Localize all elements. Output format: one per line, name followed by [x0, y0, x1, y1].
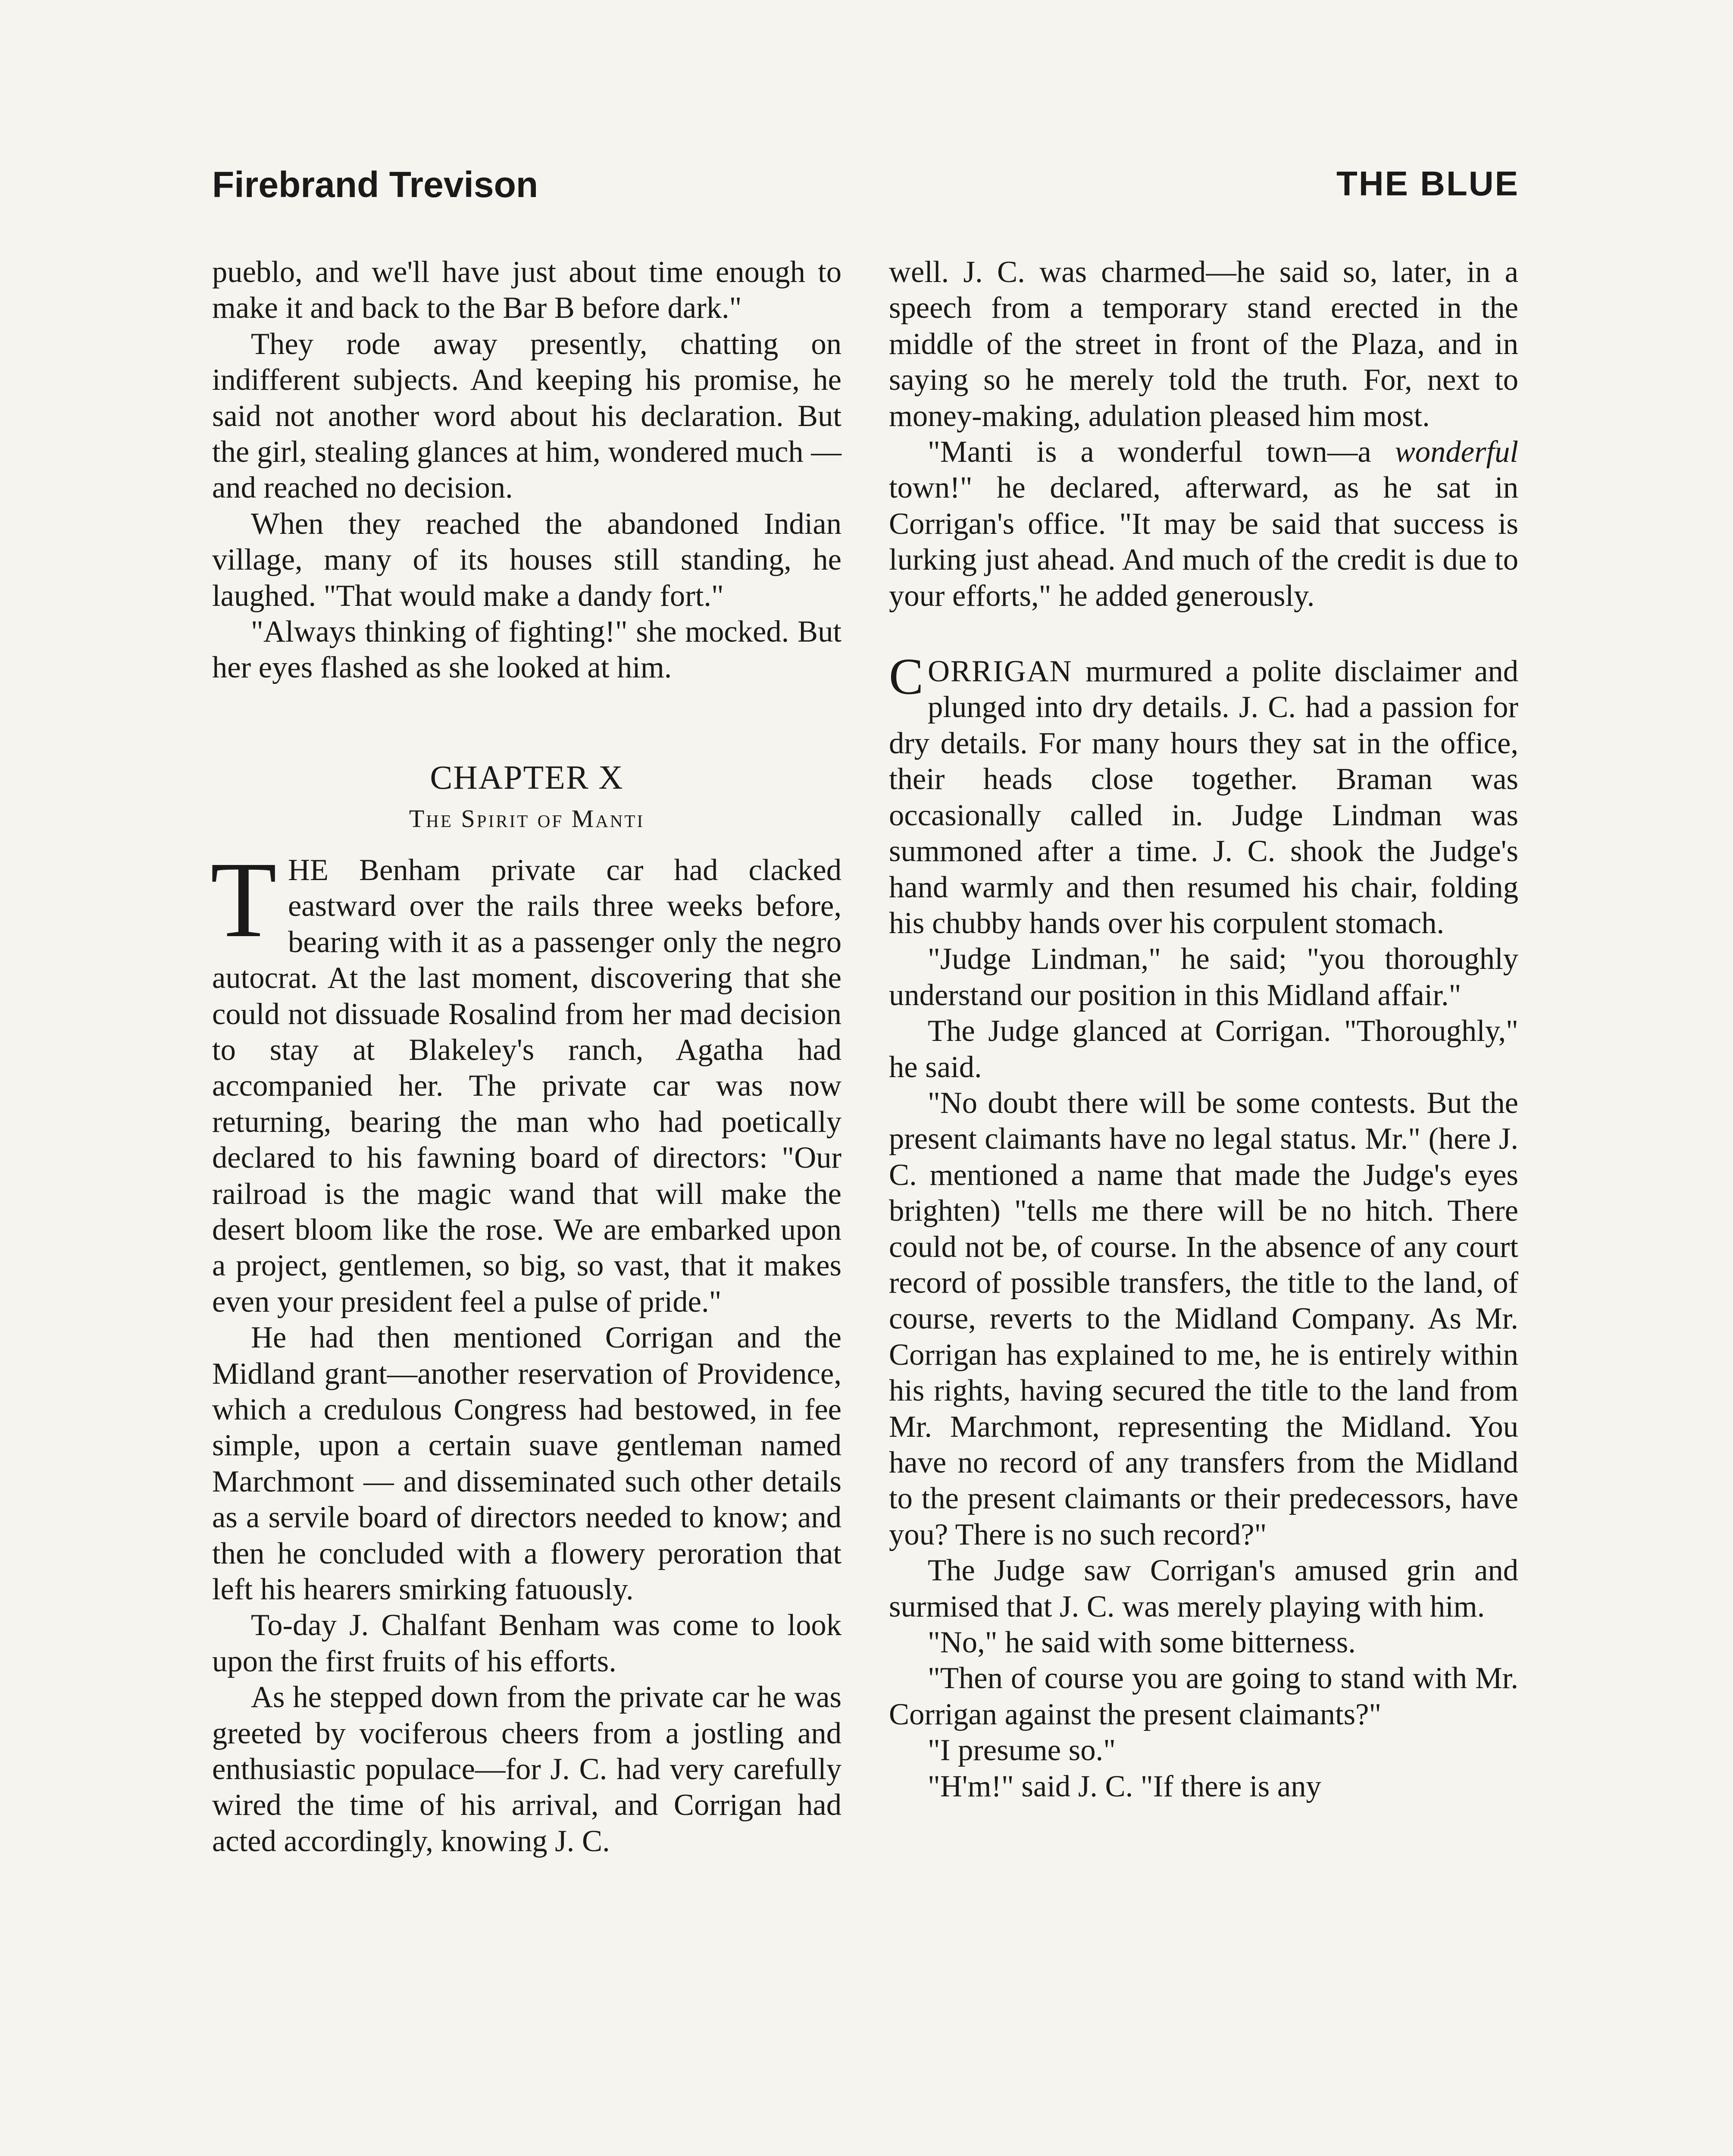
header-magazine-title: THE BLUE	[1336, 164, 1519, 203]
paragraph: "No doubt there will be some contests. But the present claimants have no legal status. Mr." (here J. C. mentioned a name that made the Judge's eyes brighten) "tells me there will be no hitch. There could not be, of course. In the absence of any court record of possible transfers, the title to the land, of course, reverts to the Midland Company. As Mr. Corrigan has explained to me, he is entirely within his rights, having secured the title to the land from Mr. Marchmont, representing the Midland. You have no record of any transfers from the Midland to the present claimants or their predecessors, have you? There is no such record?"	[889, 1086, 1518, 1551]
paragraph: To-day J. Chalfant Benham was come to look upon the first fruits of his efforts.	[212, 1608, 841, 1678]
right-column	[889, 254, 1518, 1805]
paragraph-text: HE Benham private car had clacked eastward over the rails three weeks before, bearing with it as a passenger only the negro autocrat. At the last moment, discovering that she could not dissuade Rosalind from her mad decision to stay at Blakeley's ranch, Agatha had accompanied her. The private car was now returning, bearing the man who had poetically declared to his fawning board of directors: "Our railroad is the magic wand that will make the desert bloom like the rose. We are embarked upon a project, gentlemen, so big, so vast, that it makes even your president feel a pulse of pride."	[212, 853, 841, 1319]
paragraph	[889, 434, 1518, 614]
chapter-subtitle: The Spirit of Manti	[409, 804, 645, 833]
emphasized-word: wonderful	[1395, 435, 1518, 469]
paragraph: The Judge saw Corrigan's amused grin and surmised that J. C. was merely playing with him.	[889, 1554, 1518, 1623]
paragraph-text: murmured a polite disclaimer and plunged into dry details. J. C. had a passion for dry details. For many hours they sat in the office, their heads close together. Braman was occasionally called in. Judge Lindman was summoned after a time. J. C. shook the Judge's hand warmly and then resumed his chair, folding his chubby hands over his corpulent stomach.	[889, 655, 1518, 940]
drop-cap: C	[889, 648, 924, 705]
small-caps-word: ORRIGAN	[928, 655, 1073, 689]
drop-cap: T	[210, 839, 277, 960]
section-break	[889, 614, 1518, 654]
paragraph: "H'm!" said J. C. "If there is any	[928, 1769, 1321, 1803]
paragraph: The Judge glanced at Corrigan. "Thoroughly," he said.	[889, 1014, 1518, 1084]
paragraph: He had then mentioned Corrigan and the Midland grant—another reservation of Providence, which a credulous Congress had bestowed, in fee simple, upon a certain suave gentleman named Marchmont — and disseminated such other details as a servile board of directors needed to know; and then he concluded with a flowery peroration that left his hearers smirking fatuously.	[212, 1321, 841, 1606]
left-column	[212, 254, 841, 1859]
paragraph: "I presume so."	[928, 1733, 1116, 1767]
header-story-title: Firebrand Trevison	[212, 164, 538, 205]
paragraph: "Always thinking of fighting!" she mocked. But her eyes flashed as she looked at him.	[212, 615, 841, 685]
chapter-title: CHAPTER X	[430, 758, 624, 796]
paragraph-text: town!" he declared, afterward, as he sat in Corrigan's office. "It may be said that success is lurking just ahead. And much of the credit is due to your efforts," he added generously.	[889, 471, 1518, 613]
paragraph: "No," he said with some bitterness.	[928, 1626, 1356, 1660]
paragraph-text: "Manti is a wonderful town—a	[928, 435, 1395, 469]
paragraph: pueblo, and we'll have just about time enough to make it and back to the Bar B before dark."	[212, 255, 841, 325]
section-opening-paragraph	[889, 648, 1518, 941]
paragraph: As he stepped down from the private car he was greeted by vociferous cheers from a jostling and enthusiastic populace—for J. C. had very carefully wired the time of his arrival, and Corrigan had acted accordingly, knowing J. C.	[212, 1680, 841, 1858]
paragraph: well. J. C. was charmed—he said so, later, in a speech from a temporary stand erected in the middle of the street in front of the Plaza, and in saying so he merely told the truth. For, next to money-making, adulation pleased him most.	[889, 255, 1518, 433]
running-header	[212, 164, 1519, 211]
paragraph: "Judge Lindman," he said; "you thoroughly understand our position in this Midland affair."	[889, 942, 1518, 1012]
paragraph: When they reached the abandoned Indian village, many of its houses still standing, he laughed. "That would make a dandy fort."	[212, 507, 841, 613]
section-spacer	[212, 686, 841, 757]
paragraph: "Then of course you are going to stand with Mr. Corrigan against the present claimants?"	[889, 1661, 1518, 1731]
paragraph: They rode away presently, chatting on indifferent subjects. And keeping his promise, he said not another word about his declaration. But the girl, stealing glances at him, wondered much —and reached no decision.	[212, 327, 841, 505]
chapter-opening-paragraph	[210, 839, 841, 1320]
